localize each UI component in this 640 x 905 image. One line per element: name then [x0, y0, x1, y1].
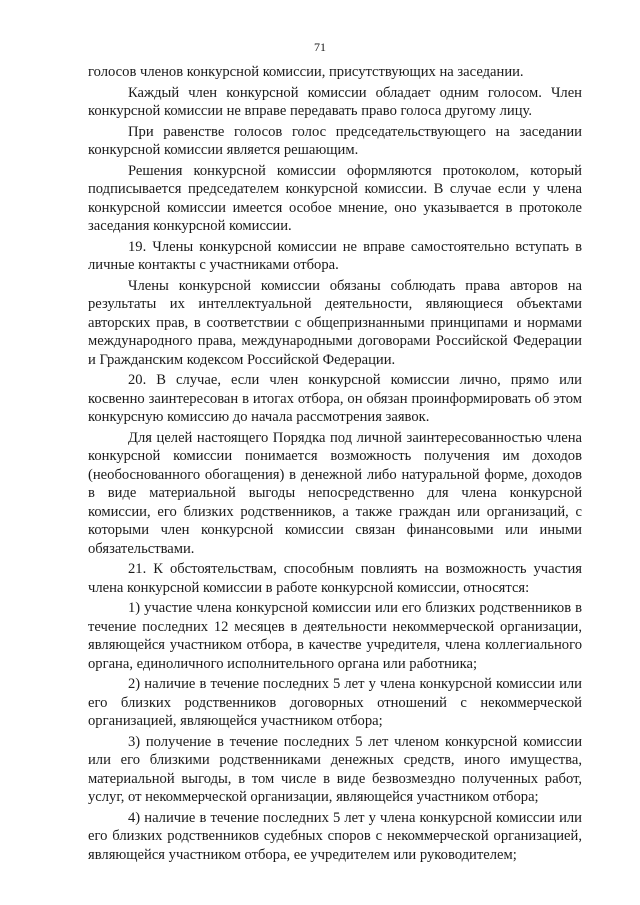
list-item-4: 4) наличие в течение последних 5 лет у члена конкурсной комиссии или его близких родственников судебных споров с некоммерческой организацией, являющейся участником отбора, ее учредителем или руководителем;	[88, 809, 582, 863]
paragraph-decisions: Решения конкурсной комиссии оформляются протоколом, который подписывается председателем конкурсной комиссии. В случае если у члена конкурсной комиссии имеется особое мнение, оно указывается в протоколе заседания конкурсной комиссии.	[88, 162, 582, 234]
list-item-2: 2) наличие в течение последних 5 лет у члена конкурсной комиссии или его близких родственников договорных отношений с некоммерческой организацией, являющейся участником отбора;	[88, 676, 582, 729]
paragraph-continuation: голосов членов конкурсной комиссии, присутствующих на заседании.	[88, 64, 524, 80]
page-number: 71	[314, 40, 326, 54]
paragraph-tie-vote: При равенстве голосов голос председательствующего на заседании конкурсной комиссии является решающим.	[88, 123, 582, 158]
paragraph-clause-21: 21. К обстоятельствам, способным повлиять на возможность участия члена конкурсной комиссии в работе конкурсной комиссии, относятся:	[88, 561, 582, 596]
paragraph-voting: Каждый член конкурсной комиссии обладает одним голосом. Член конкурсной комиссии не вправе передавать право голоса другому лицу.	[88, 84, 582, 119]
list-item-1: 1) участие члена конкурсной комиссии или его близких родственников в течение последних 12 месяцев в деятельности некоммерческой организации, являющейся участником отбора, в качестве учредителя, члена коллегиального органа, единоличного исполнительного органа или работника;	[88, 600, 582, 672]
paragraph-clause-19: 19. Члены конкурсной комиссии не вправе самостоятельно вступать в личные контакты с участниками отбора.	[88, 238, 582, 273]
paragraph-clause-20: 20. В случае, если член конкурсной комиссии лично, прямо или косвенно заинтересован в итогах отбора, он обязан проинформировать об этом конкурсную комиссию до начала рассмотрения заявок.	[88, 372, 582, 425]
paragraph-personal-interest: Для целей настоящего Порядка под личной заинтересованностью члена конкурсной комиссии понимается возможность получения им доходов (необоснованного обогащения) в денежной либо натуральной форме, доходов в виде материальной выгоды непосредственно для члена конкурсной комиссии, его близких родственников, а также граждан или организаций, с которыми член конкурсной комиссии связан финансовыми или иными обязательствами.	[88, 429, 582, 557]
document-body	[88, 63, 582, 866]
list-item-3: 3) получение в течение последних 5 лет членом конкурсной комиссии или его близкими родственниками денежных средств, иного имущества, материальной выгоды, в том числе в виде безвозмездно полученных работ, услуг, от некоммерческой организации, являющейся участником отбора;	[88, 733, 582, 805]
paragraph-author-rights: Члены конкурсной комиссии обязаны соблюдать права авторов на результаты их интеллектуальной деятельности, являющиеся объектами авторских прав, в соответствии с общепризнанными принципами и нормами международного права, международными договорами Российской Федерации и Гражданским кодексом Российской Федерации.	[88, 277, 582, 368]
